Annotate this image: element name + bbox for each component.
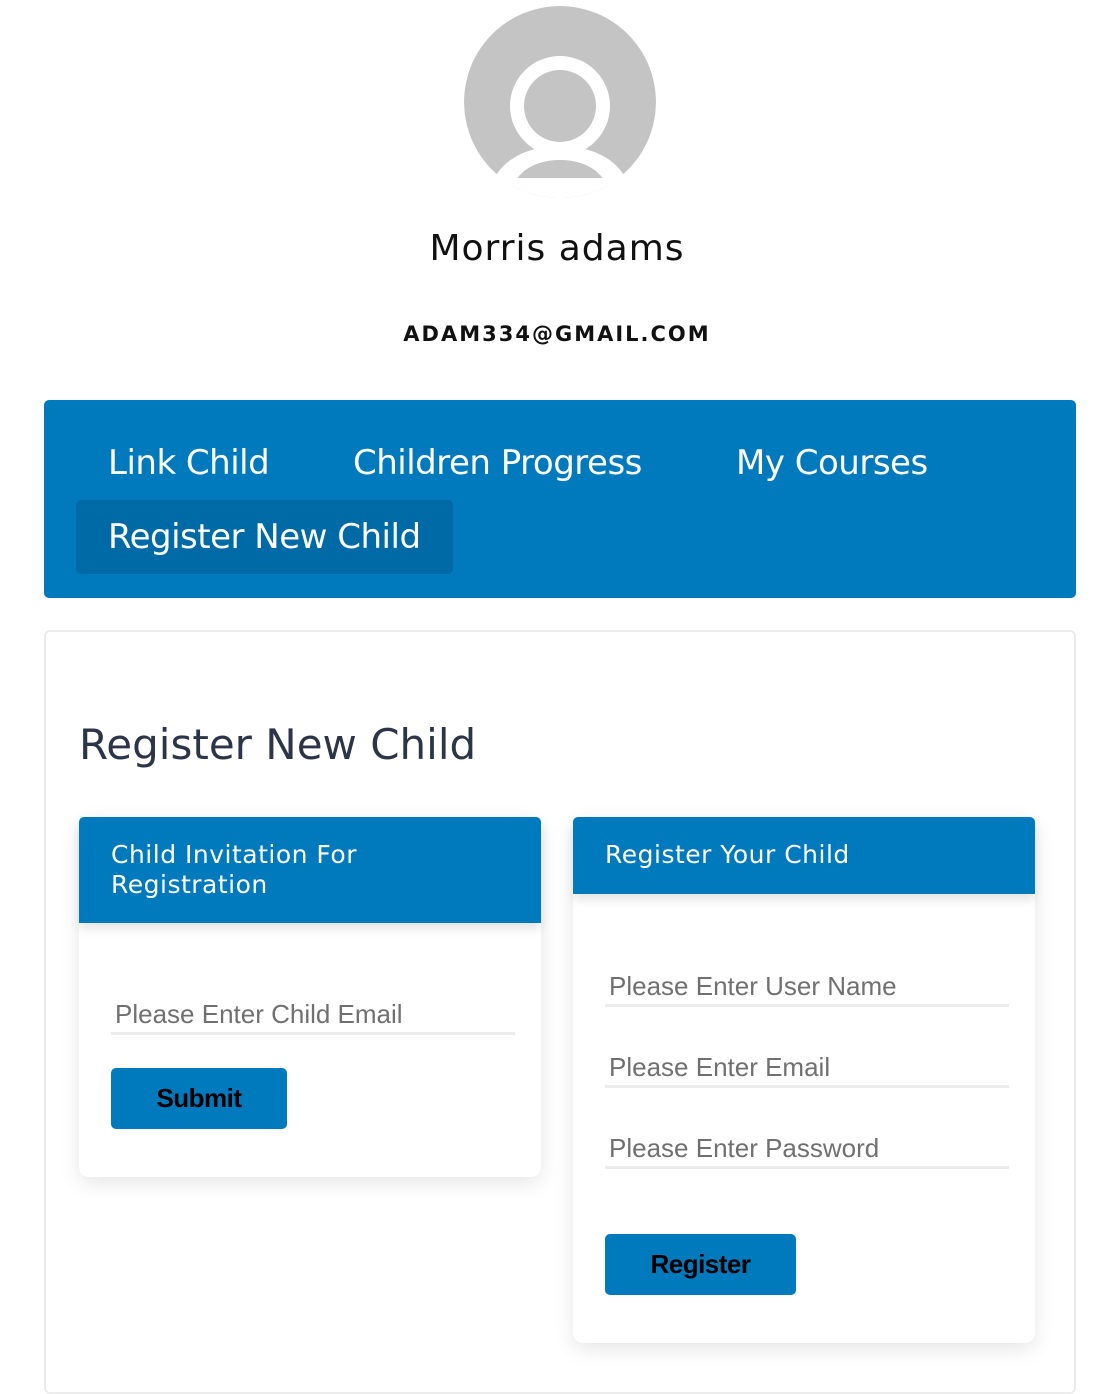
- password-input[interactable]: [605, 1133, 1009, 1169]
- nav-item-children-progress[interactable]: Children Progress: [353, 443, 642, 483]
- email-input[interactable]: [605, 1052, 1009, 1088]
- avatar: [464, 6, 656, 198]
- register-child-header: Register Your Child: [573, 817, 1035, 894]
- username-input[interactable]: [605, 971, 1009, 1007]
- child-invitation-header: Child Invitation For Registration: [79, 817, 541, 923]
- user-name: Morris adams: [429, 228, 685, 269]
- user-silhouette-icon: [464, 6, 656, 198]
- nav-item-my-courses[interactable]: My Courses: [736, 443, 928, 483]
- page-title: Register New Child: [79, 720, 477, 769]
- dashboard-nav: [44, 400, 1076, 598]
- user-email: ADAM334@GMAIL.COM: [403, 322, 711, 346]
- child-invitation-panel: [79, 817, 541, 1177]
- child-email-input[interactable]: [111, 999, 515, 1035]
- nav-item-register-new-child[interactable]: Register New Child: [76, 500, 453, 574]
- register-button[interactable]: Register: [605, 1234, 796, 1295]
- register-child-panel: [573, 817, 1035, 1343]
- nav-item-link-child[interactable]: Link Child: [108, 443, 270, 483]
- submit-button[interactable]: Submit: [111, 1068, 287, 1129]
